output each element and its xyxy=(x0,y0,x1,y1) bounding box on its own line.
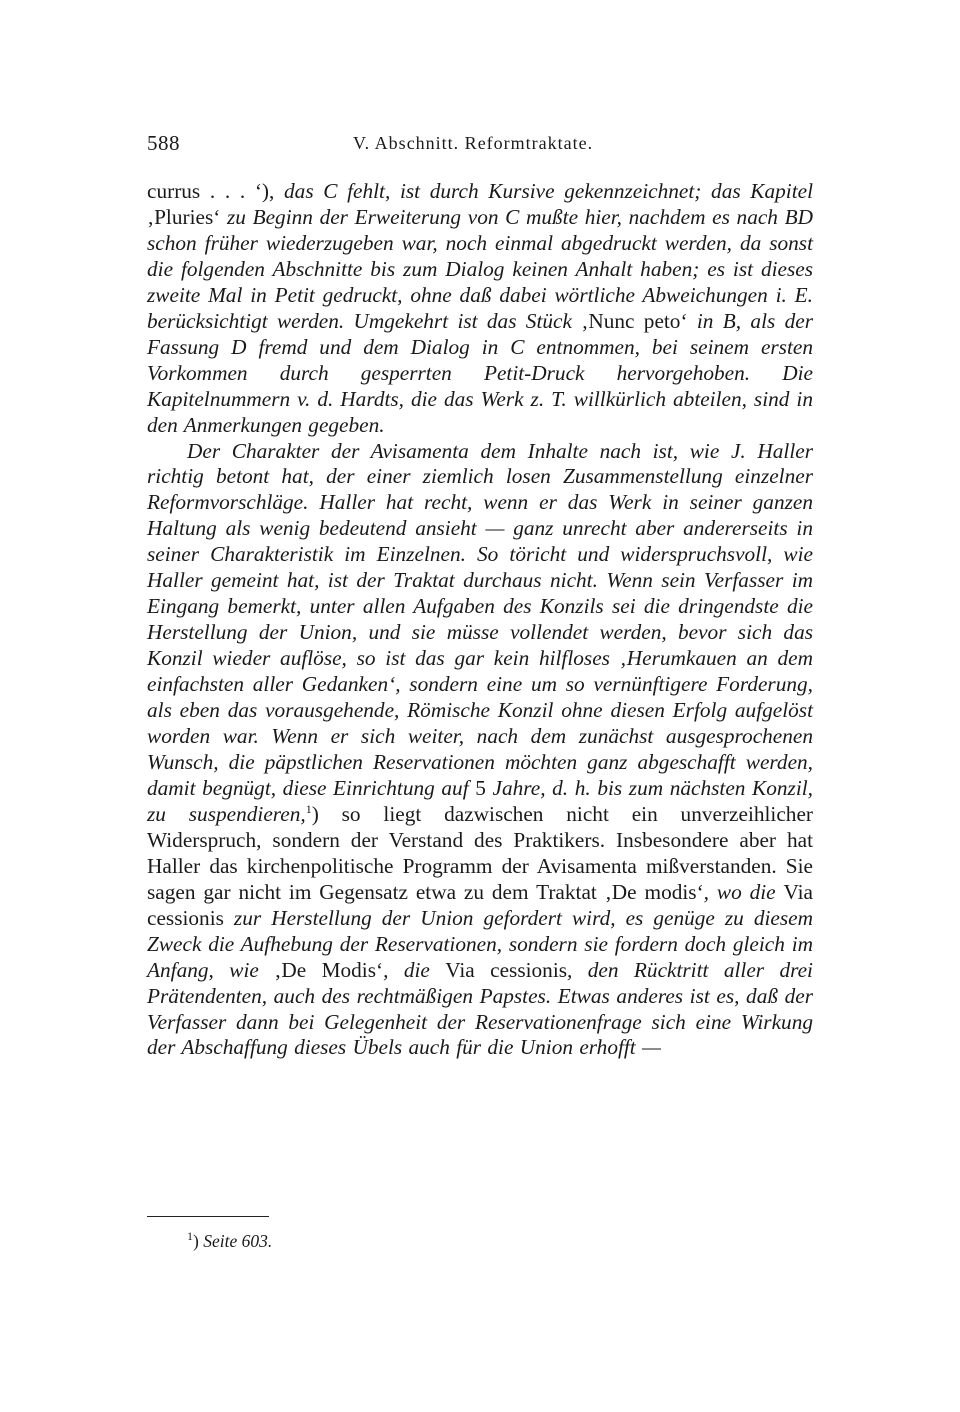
text-run: ‚De modis‘ xyxy=(604,879,704,904)
text-run: Der Charakter der Avisamenta dem Inhalte nach ist, wie J. Haller richtig betont hat, der einer ziemlich losen Zusammenstellung einzelner Reformvorschläge. Haller hat recht, wenn er das Werk in seiner ganzen Haltung als wenig bedeutend ansieht — ganz unrecht aber andererseits in seiner Charakteristik im Einzelnen. So töricht und widerspruchsvoll, wie Haller gemeint hat, ist der Traktat durchaus nicht. Wenn sein Verfasser im Eingang bemerkt, unter allen Aufgaben des Konzils sei die dringendste die Herstellung der Union, und sie müsse vollendet werden, bevor sich das Konzil wieder auflöse, so ist das gar kein hilfloses ‚Herumkauen an dem einfachsten aller Gedanken‘, sondern eine um so vernünftigere Forderung, als eben das vorausgehende, Römische Konzil ohne diesen Erfolg aufgelöst worden war. Wenn er sich weiter, nach dem zunächst ausgesprochenen Wunsch, die päpstlichen Reservationen möchten ganz abgeschafft werden, damit begnügt, diese Einrichtung auf xyxy=(147,438,813,800)
text-run: ‚Pluries‘ xyxy=(147,204,221,229)
footnote-paren: ) xyxy=(193,1231,199,1251)
text-run: zur Herstellung der Union gefordert wird, es genüge zu diesem Zweck die Aufhebung der Reservationen, sondern sie fordern doch gleich im Anfang, wie xyxy=(147,905,813,982)
text-run: currus . . . ‘), xyxy=(147,179,285,203)
text-run: 5 xyxy=(475,775,486,800)
footnote-divider xyxy=(147,1216,269,1217)
text-run: Via cessionis xyxy=(445,957,568,982)
text-run: , die xyxy=(383,957,446,982)
text-run: zu Beginn der Erweiterung von C mußte hier, nachdem es nach BD schon früher wiederzugeben war, noch einmal abgedruckt werden, da sonst die folgenden Abschnitte bis zum Dialog keinen Anhalt haben; es ist dieses zweite Mal in Petit gedruckt, ohne daß dabei wörtliche Abweichungen i. E. berücksichtigt werden. Umgekehrt ist das Stück xyxy=(147,204,813,333)
text-run: Via cessionis xyxy=(147,879,813,930)
running-head: V. Abschnitt. Reformtraktate. xyxy=(353,133,594,153)
text-run: ‚De Modis‘ xyxy=(274,957,384,982)
text-run: ‚Nunc peto‘ xyxy=(581,308,688,333)
footnote-reference: 1 xyxy=(305,801,312,816)
paragraph-1 xyxy=(147,179,813,439)
text-run: , den Rücktritt aller drei Prätendenten, auch des rechtmäßigen Papstes. Etwas anderes ist es, daß der Verfasser dann bei Gelegenheit der Reservationenfrage sich eine Wirkung der Abschaffung dieses Übels auch für die Union erhofft — xyxy=(147,957,813,1060)
paragraph-2 xyxy=(147,439,813,1062)
page-number: 588 xyxy=(147,131,180,155)
text-run: in B, als der Fassung D fremd und dem Dialog in C entnommen, bei seinem ersten Vorkommen durch gesperrten Petit-Druck hervorgehoben. Die Kapitelnummern v. d. Hardts, die das Werk z. T. willkürlich abteilen, sind in den Anmerkungen gegeben. xyxy=(147,308,813,437)
text-run: Jahre, d. h. bis zum nächsten Konzil, zu suspendieren, xyxy=(147,775,813,826)
footnote-mark: 1 xyxy=(187,1229,193,1244)
footnote xyxy=(187,1231,272,1252)
page-header xyxy=(147,131,817,161)
text-run: ) so liegt dazwischen nicht ein unverzeihlicher Widerspruch, sondern der Verstand des Praktikers. Insbesondere aber hat Haller das kirchenpolitische Programm der Avisamenta mißverstanden. Sie sagen gar nicht im Gegensatz etwa zu dem Traktat xyxy=(147,801,813,904)
text-run: , wo die xyxy=(703,879,784,904)
footnote-text: Seite 603. xyxy=(198,1231,273,1251)
text-run: das C fehlt, ist durch Kursive gekennzeichnet; das Kapitel xyxy=(284,179,813,203)
body-text xyxy=(147,179,813,1061)
